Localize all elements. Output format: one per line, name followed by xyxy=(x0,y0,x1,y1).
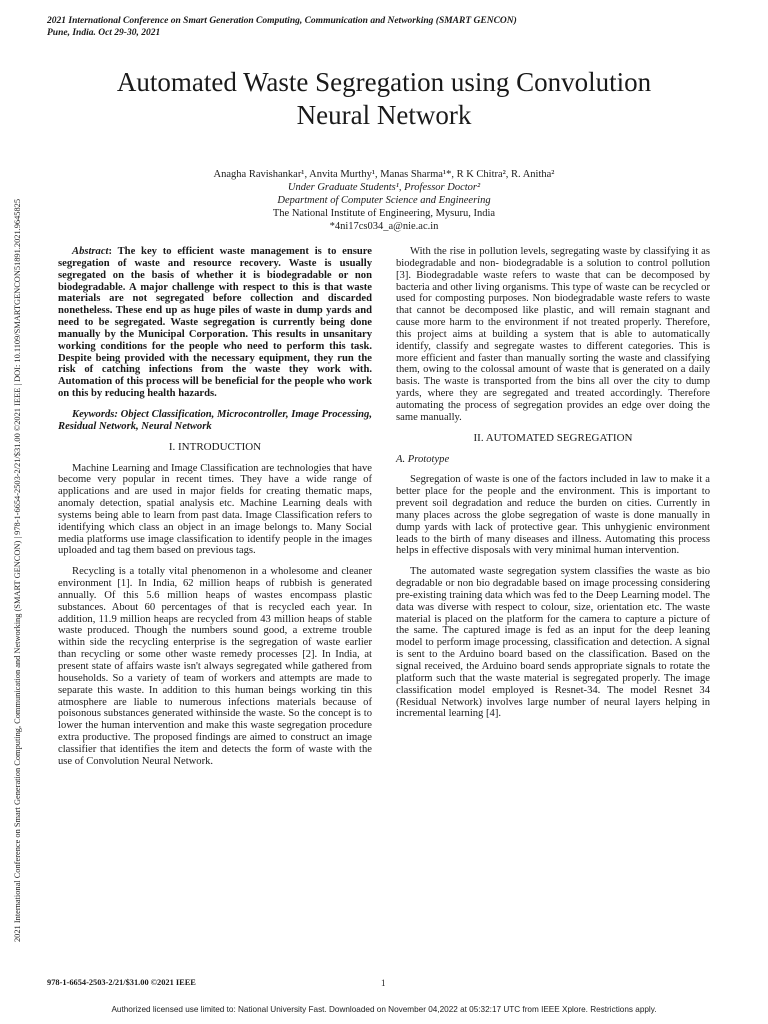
title-line-1: Automated Waste Segregation using Convolution xyxy=(116,67,652,97)
side-doi-strip xyxy=(10,52,26,942)
conference-name: 2021 International Conference on Smart Generation Computing, Communication and Networking (SMART GENCON) xyxy=(47,16,517,26)
paper-title xyxy=(40,66,728,132)
intro-paragraph-1: Machine Learning and Image Classification are technologies that have become very popular in recent times. They have a wide range of applications and are used in major fields for creating thematic maps, anomaly detection, spatial analysis etc. Machine Learning deals with systems being able to learn from past data. Image Classification refers to identifying which class an object in an image belongs to. Many Social media platforms use image classification to identify people in the images uploaded and tag them based on previous tags. xyxy=(58,462,372,557)
author-email: *4ni17cs034_a@nie.ac.in xyxy=(329,221,439,232)
title-line-2: Neural Network xyxy=(296,100,472,130)
license-notice: Authorized licensed use limited to: National University Fast. Downloaded on November 04,2022 at 05:32:17 UTC from IEEE Xplore. Restrictions apply. xyxy=(111,1005,657,1014)
keywords: Keywords: Object Classification, Microcontroller, Image Processing, Residual Network, Neural Network xyxy=(58,408,372,432)
author-block xyxy=(150,168,618,233)
conference-header xyxy=(47,15,517,39)
author-institution: The National Institute of Engineering, Mysuru, India xyxy=(272,208,496,219)
prototype-paragraph-2: The automated waste segregation system classifies the waste as bio degradable or non bio degradable based on image processing considering pre-existing training data which was fed to the Deep Learning model. The data was diverse with respect to colour, size, orientation etc. The waste material is placed on the platform for the camera to capture a picture of the same. The captured image is fed as an input for the deep leaning model to perform image processing, classification and detection. A signal is sent to the Arduino board based on the classification. Based on the signal received, the Arduino board sends appropriate signals to rotate the platform such that the waste material is segregated properly. The image classification model employed is Resnet-34. The model Resnet 34 (Residual Network) involves large number of neural layers helping in incremental learning [4]. xyxy=(396,566,710,720)
right-paragraph-1: With the rise in pollution levels, segregating waste by classifying it as biodegradable and non- biodegradable is a solution to control pollution [3]. Biodegradable waste refers to waste that can be decomposed by bacteria and other living organisms. This type of waste can be recycled or used for composting purposes. Non biodegradable waste refers to waste that cannot be decomposed like plastic, and will remain stagnant and cause more harm to the environment if not treated properly. Therefore, this project aims at building a system that is able to automatically identify, classify and segregate wastes to different categories. This is more efficient and faster than manually sorting the waste and classifying them, owing to the colossal amount of waste that is generated on a daily basis. The waste is transported from the bins all over the city to dump yards, where they are segregated and treated accordingly. Therefore automating the process of segregation provides an edge over doing the same manually. xyxy=(396,246,710,423)
author-names: Anagha Ravishankar¹, Anvita Murthy¹, Manas Sharma¹*, R K Chitra², R. Anitha² xyxy=(213,169,555,180)
page-number: 1 xyxy=(381,978,386,988)
left-column xyxy=(58,246,372,777)
abstract xyxy=(58,246,372,400)
abstract-label: Abstract xyxy=(72,246,109,257)
right-column xyxy=(396,246,710,729)
prototype-paragraph-1: Segregation of waste is one of the factors included in law to make it a better place for the people and the environment. This is important to prevent soil degradation and reduce the burden on cities. Currently in many places across the globe segregation of waste is done manually in dump yards with lack of protective gear. This unhygienic environment leads to the birth of many diseases and illness. Automating this process helps in effective disposals with very minimal human intervention. xyxy=(396,474,710,557)
section-heading-automated-segregation: II. AUTOMATED SEGREGATION xyxy=(473,431,633,444)
side-doi-text: 2021 International Conference on Smart Generation Computing, Communication and Networking (SMART GENCON) | 978-1-6654-2503-2/21/$31.00 ©2021 IEEE | DOI: 10.1109/SMARTGENCON51891.2021.9645825 xyxy=(13,198,22,942)
author-department: Department of Computer Science and Engineering xyxy=(277,195,491,206)
subsection-heading-prototype: A. Prototype xyxy=(396,453,450,465)
abstract-text: : The key to efficient waste management is to ensure segregation of waste and resource recovery. Waste is usually segregated on the basis of whether it is biodegradable or non biodegradable. A major challenge with respect to this is that waste materials are not segregated before collection and discarded nonetheless. These end up as huge piles of waste in dump yards and need to be segregated. Waste segregation is currently being done manually by the Municipal Corporation. This results in unsanitary working conditions for the people who need to perform this task. Despite being provided with the necessary equipment, they run the risk of catching infections from the waste they work with. Automation of this process will be beneficial for the people who work on this by reducing health hazards. xyxy=(58,246,372,400)
intro-paragraph-2: Recycling is a totally vital phenomenon in a wholesome and cleaner environment [1]. In India, 62 million heaps of rubbish is generated annually. Of this 5.6 million heaps of wastes encompass plastic substances. About 60 percentages of that is recycled each year. In addition, 11.9 million heaps are recycled from 43 million heaps of stable waste produced. Though the numbers sound good, a extreme trouble within side the recycling enterprise is the segregation of waste earlier than recycling or some other waste remedy processes [2]. In India, at present state of affairs waste isn't always segregated while gathered from households. So a variety of team of workers and attempts are made to separate this waste. In addition to this human beings working tin this atmosphere are liable to numerous infections materials because of poisonous substances generated withinside the waste. So the concept is to lower the human intervention and make this waste segregation procedure extra productive. The proposed findings are aimed to construct an image classifier that identifies the item and detects the form of waste with the use of Convolution Neural Network. xyxy=(58,566,372,767)
footer-isbn: 978-1-6654-2503-2/21/$31.00 ©2021 IEEE xyxy=(47,978,196,987)
conference-location: Pune, India. Oct 29-30, 2021 xyxy=(47,28,161,38)
author-roles: Under Graduate Students¹, Professor Doctor² xyxy=(287,182,481,193)
section-heading-introduction: I. INTRODUCTION xyxy=(168,440,262,453)
